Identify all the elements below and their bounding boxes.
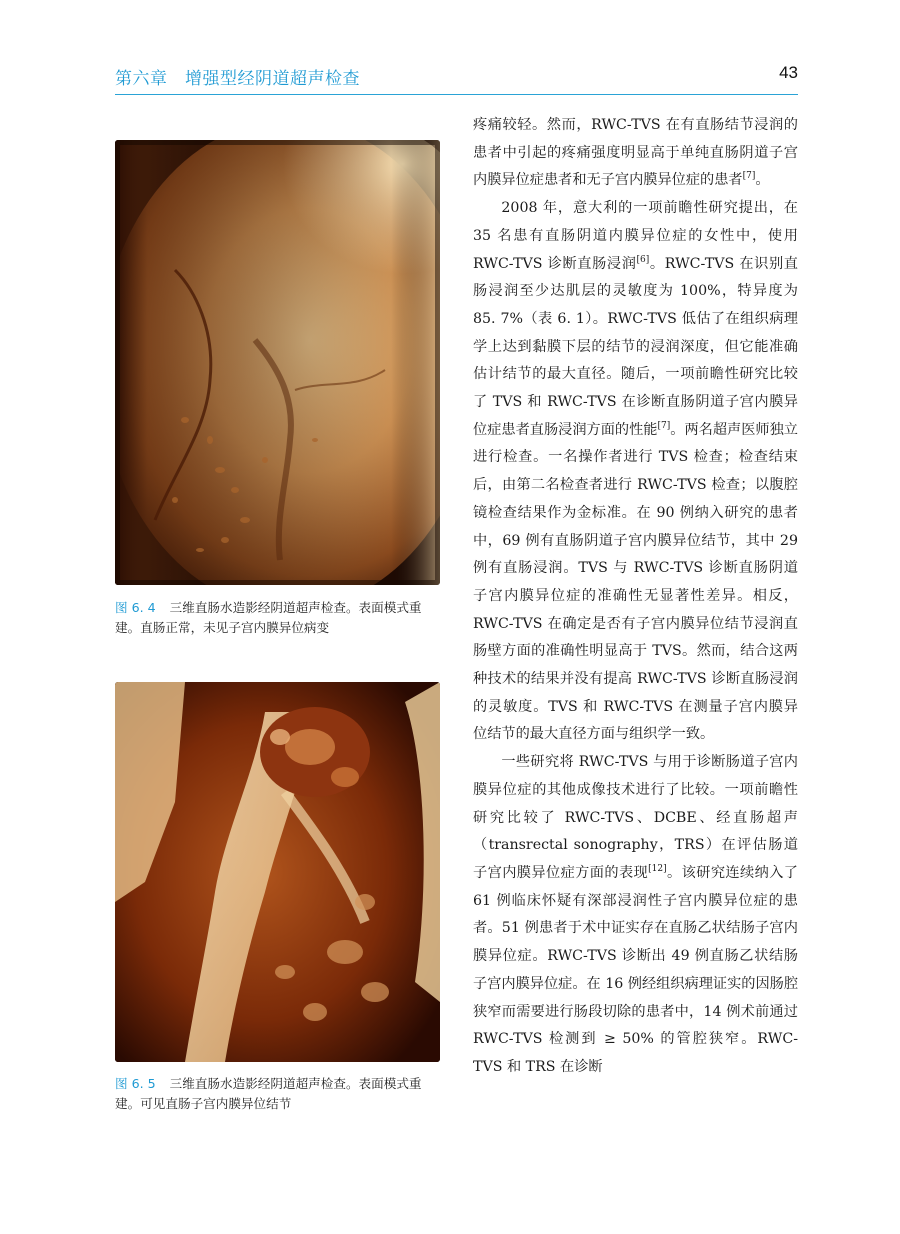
- citation: [7]: [657, 420, 671, 431]
- figure-label: 图 6. 4: [115, 600, 156, 615]
- paragraph-text: 一些研究将 RWC-TVS 与用于诊断肠道子宫内膜异位症的其他成像技术进行了比较。一项前瞻性研究比较了 RWC-TVS、DCBE、经直肠超声（transrectal sonography，TRS）在评估肠道子宫内膜异位症方面的表现: [473, 754, 798, 881]
- citation: [7]: [742, 171, 756, 182]
- ultrasound-render-endometriotic-nodule: [115, 682, 440, 1062]
- figure-6-4-caption: [115, 598, 445, 638]
- paragraph-text: 。该研究连续纳入了 61 例临床怀疑有深部浸润性子宫内膜异位症的患者。51 例患者于术中证实存在直肠乙状结肠子宫内膜异位症。RWC-TVS 诊断出 49 例直肠乙状结肠子宫内膜异位症。在 16 例经组织病理证实的因肠腔狭窄而需要进行肠段切除的患者中，14 例术前通过 RWC-TVS 检测到 ≥ 50% 的管腔狭窄。RWC-TVS 和 TRS 在诊断: [473, 864, 799, 1075]
- figure-label: 图 6. 5: [115, 1076, 156, 1091]
- ultrasound-render-normal-rectum: [115, 140, 440, 585]
- paragraph: [473, 195, 798, 749]
- paragraph-text: 。RWC-TVS 在识别直肠浸润至少达肌层的灵敏度为 100%，特异度为 85. 7%（表 6. 1）。RWC-TVS 低估了在组织病理学上达到黏膜下层的结节的浸润深度，但它能准确估计结节的最大直径。随后，一项前瞻性研究比较了 TVS 和 RWC-TVS 在诊断直肠阴道子宫内膜异位症患者直肠浸润方面的性能: [473, 255, 798, 438]
- paragraph: [473, 112, 798, 195]
- citation: [6]: [636, 254, 650, 265]
- paragraph-text: 。两名超声医师独立进行检查。一名操作者进行 TVS 检查；检查结束后，由第二名检查者进行 RWC-TVS 检查；以腹腔镜检查结果作为金标准。在 90 例纳入研究的患者中，69 例有直肠阴道子宫内膜异位结节，其中 29 例有直肠浸润。TVS 与 RWC-TVS 诊断直肠阴道子宫内膜异位症的准确性无显著性差异。相反，RWC-TVS 在确定是否有子宫内膜异位结节浸润直肠壁方面的准确性明显高于 TVS。然而，结合这两种技术的结果并没有提高 RWC-TVS 诊断直肠浸润的灵敏度。TVS 和 RWC-TVS 在测量子宫内膜异位结节的最大直径方面与组织学一致。: [473, 421, 798, 743]
- paragraph-text: 。: [755, 172, 770, 189]
- figure-caption-text: 三维直肠水造影经阴道超声检查。表面模式重建。可见直肠子宫内膜异位结节: [115, 1076, 422, 1111]
- paragraph-text: 2008 年，意大利的一项前瞻性研究提出，在 35 名患有直肠阴道内膜异位症的女性中，使用 RWC-TVS 诊断直肠浸润: [473, 200, 798, 272]
- figure-6-4-image: [115, 140, 440, 585]
- chapter-title: 第六章 增强型经阴道超声检查: [115, 69, 360, 89]
- body-text-column: [473, 112, 798, 1082]
- figure-caption-text: 三维直肠水造影经阴道超声检查。表面模式重建。直肠正常，未见子宫内膜异位病变: [115, 600, 422, 635]
- paragraph: [473, 749, 798, 1081]
- figure-6-5-caption: [115, 1074, 445, 1114]
- page-number: 43: [779, 63, 798, 82]
- running-header: [115, 60, 798, 95]
- paragraph-text: 疼痛较轻。然而，RWC-TVS 在有直肠结节浸润的患者中引起的疼痛强度明显高于单纯直肠阴道子宫内膜异位症患者和无子宫内膜异位症的患者: [473, 117, 798, 189]
- figure-6-5-image: [115, 682, 440, 1062]
- citation: [12]: [648, 863, 667, 874]
